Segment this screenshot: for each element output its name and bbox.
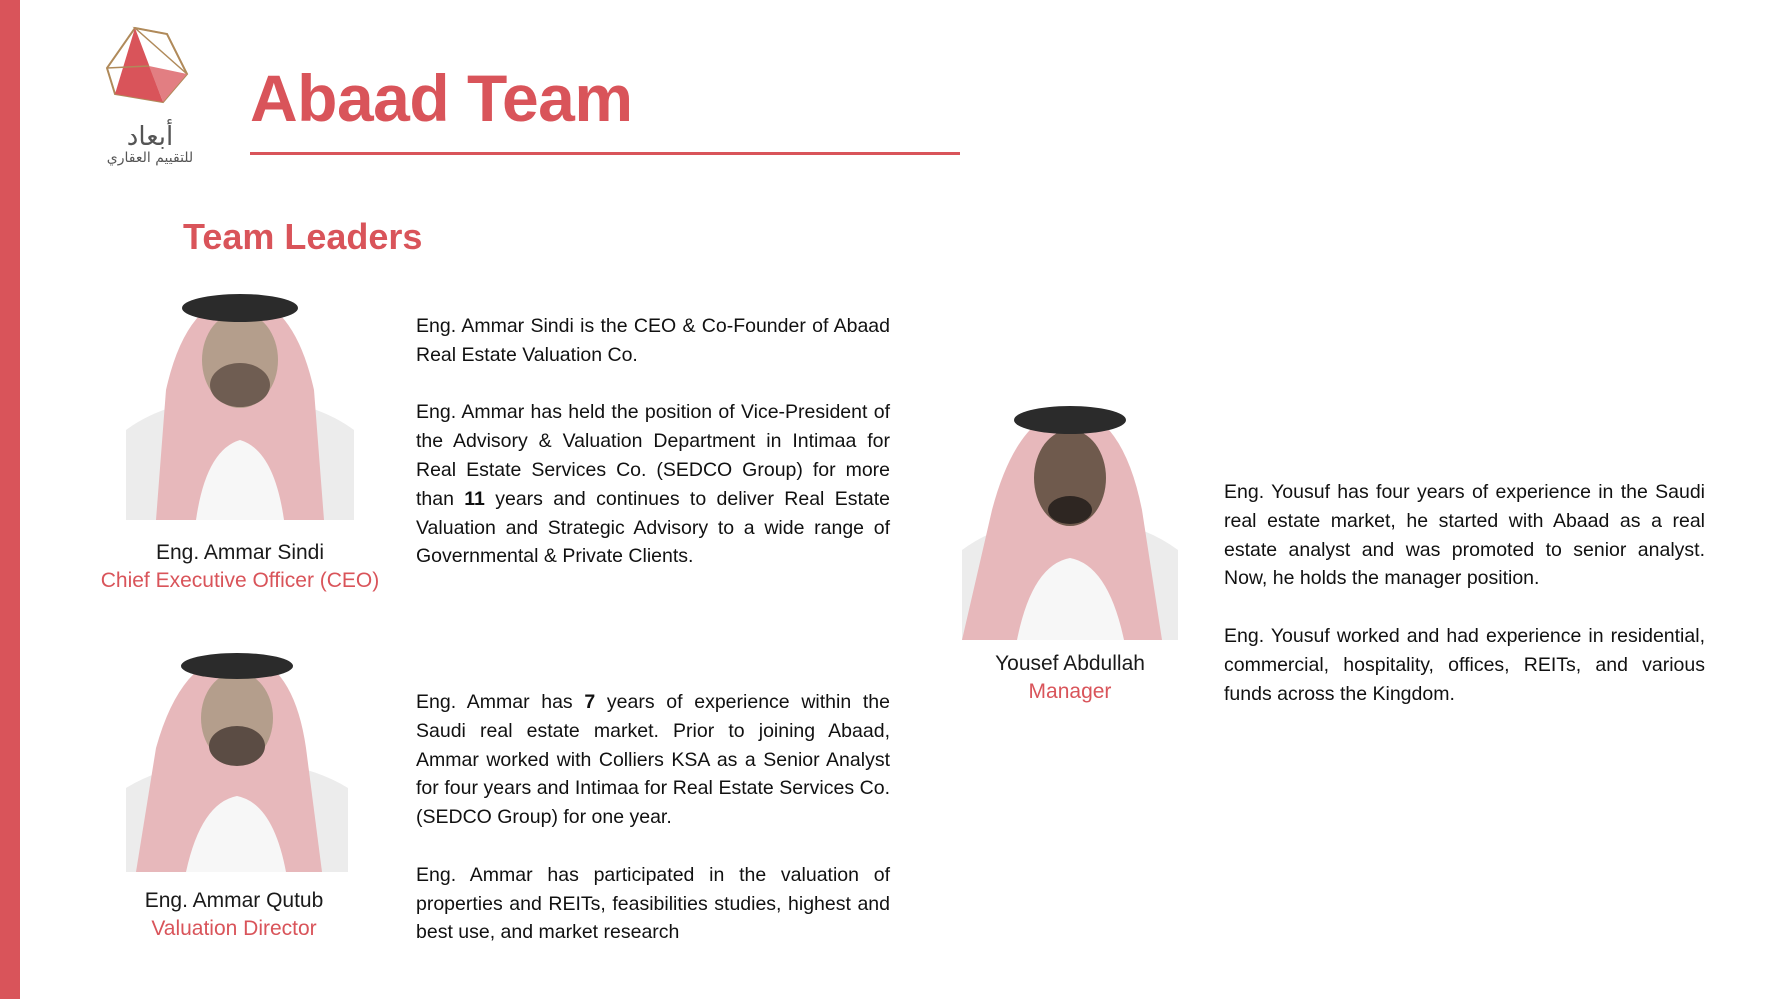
member-role-qutub: Valuation Director: [151, 917, 317, 940]
bio-sindi: [416, 312, 890, 571]
bio-sindi-years: 11: [464, 487, 485, 510]
person-portrait-icon: [126, 638, 348, 872]
bio-qutub: [416, 688, 890, 947]
brand-name-arabic: أبعاد: [126, 122, 174, 152]
person-portrait-icon: [962, 390, 1178, 640]
bio-sindi-p2: [416, 398, 890, 571]
member-photo-yousef: [962, 390, 1178, 640]
accent-side-bar: [0, 0, 20, 999]
bio-sindi-p1: Eng. Ammar Sindi is the CEO & Co-Founder of Abaad Real Estate Valuation Co.: [416, 315, 890, 366]
bio-qutub-p1: [416, 688, 890, 832]
member-photo-qutub: [126, 638, 348, 872]
member-name-qutub: Eng. Ammar Qutub: [144, 889, 324, 912]
bio-yousef-p2: Eng. Yousuf worked and had experience in residential, commercial, hospitality, offices, REITs, and various funds across the Kingdom.: [1224, 624, 1705, 705]
bio-qutub-p2: Eng. Ammar has participated in the valuation of properties and REITs, feasibilities studies, highest and best use, and market research: [416, 863, 890, 944]
member-role-sindi: Chief Executive Officer (CEO): [100, 569, 380, 592]
bio-qutub-p1-text-b: years of experience within the Saudi real estate market. Prior to joining Abaad, Ammar worked with Colliers KSA as a Senior Analyst for four years and Intimaa for Real Estate Services Co. (SEDCO Group) for one year.: [416, 691, 890, 829]
member-name-sindi: Eng. Ammar Sindi: [155, 541, 325, 564]
bio-sindi-p2-text-a: Eng. Ammar has held the position of Vice-President of the Advisory & Valuation Department in Intimaa for Real Estate Services Co. (SEDCO Group) for more than: [416, 401, 890, 510]
bio-yousef-p1: Eng. Yousuf has four years of experience in the Saudi real estate market, he started with Abaad as a real estate analyst and was promoted to senior analyst. Now, he holds the manager position.: [1224, 481, 1705, 590]
title-underline: [250, 152, 960, 155]
bio-qutub-p1-text-a: Eng. Ammar has: [416, 691, 585, 713]
page-title: Abaad Team: [250, 61, 633, 135]
abaad-logo: [95, 26, 205, 176]
bio-sindi-p2-text-b: years and continues to deliver Real Estate Valuation and Strategic Advisory to a wide range of Governmental & Private Clients.: [416, 487, 890, 568]
logo-mark-icon: [105, 26, 193, 116]
person-portrait-icon: [126, 280, 354, 520]
section-title: Team Leaders: [183, 216, 423, 257]
member-role-yousef: Manager: [1028, 680, 1112, 703]
member-photo-sindi: [126, 280, 354, 520]
bio-qutub-years: 7: [584, 691, 596, 713]
brand-tagline-arabic: للتقييم العقاري: [106, 150, 194, 166]
bio-yousef: [1224, 478, 1705, 708]
member-name-yousef: Yousef Abdullah: [995, 652, 1145, 675]
